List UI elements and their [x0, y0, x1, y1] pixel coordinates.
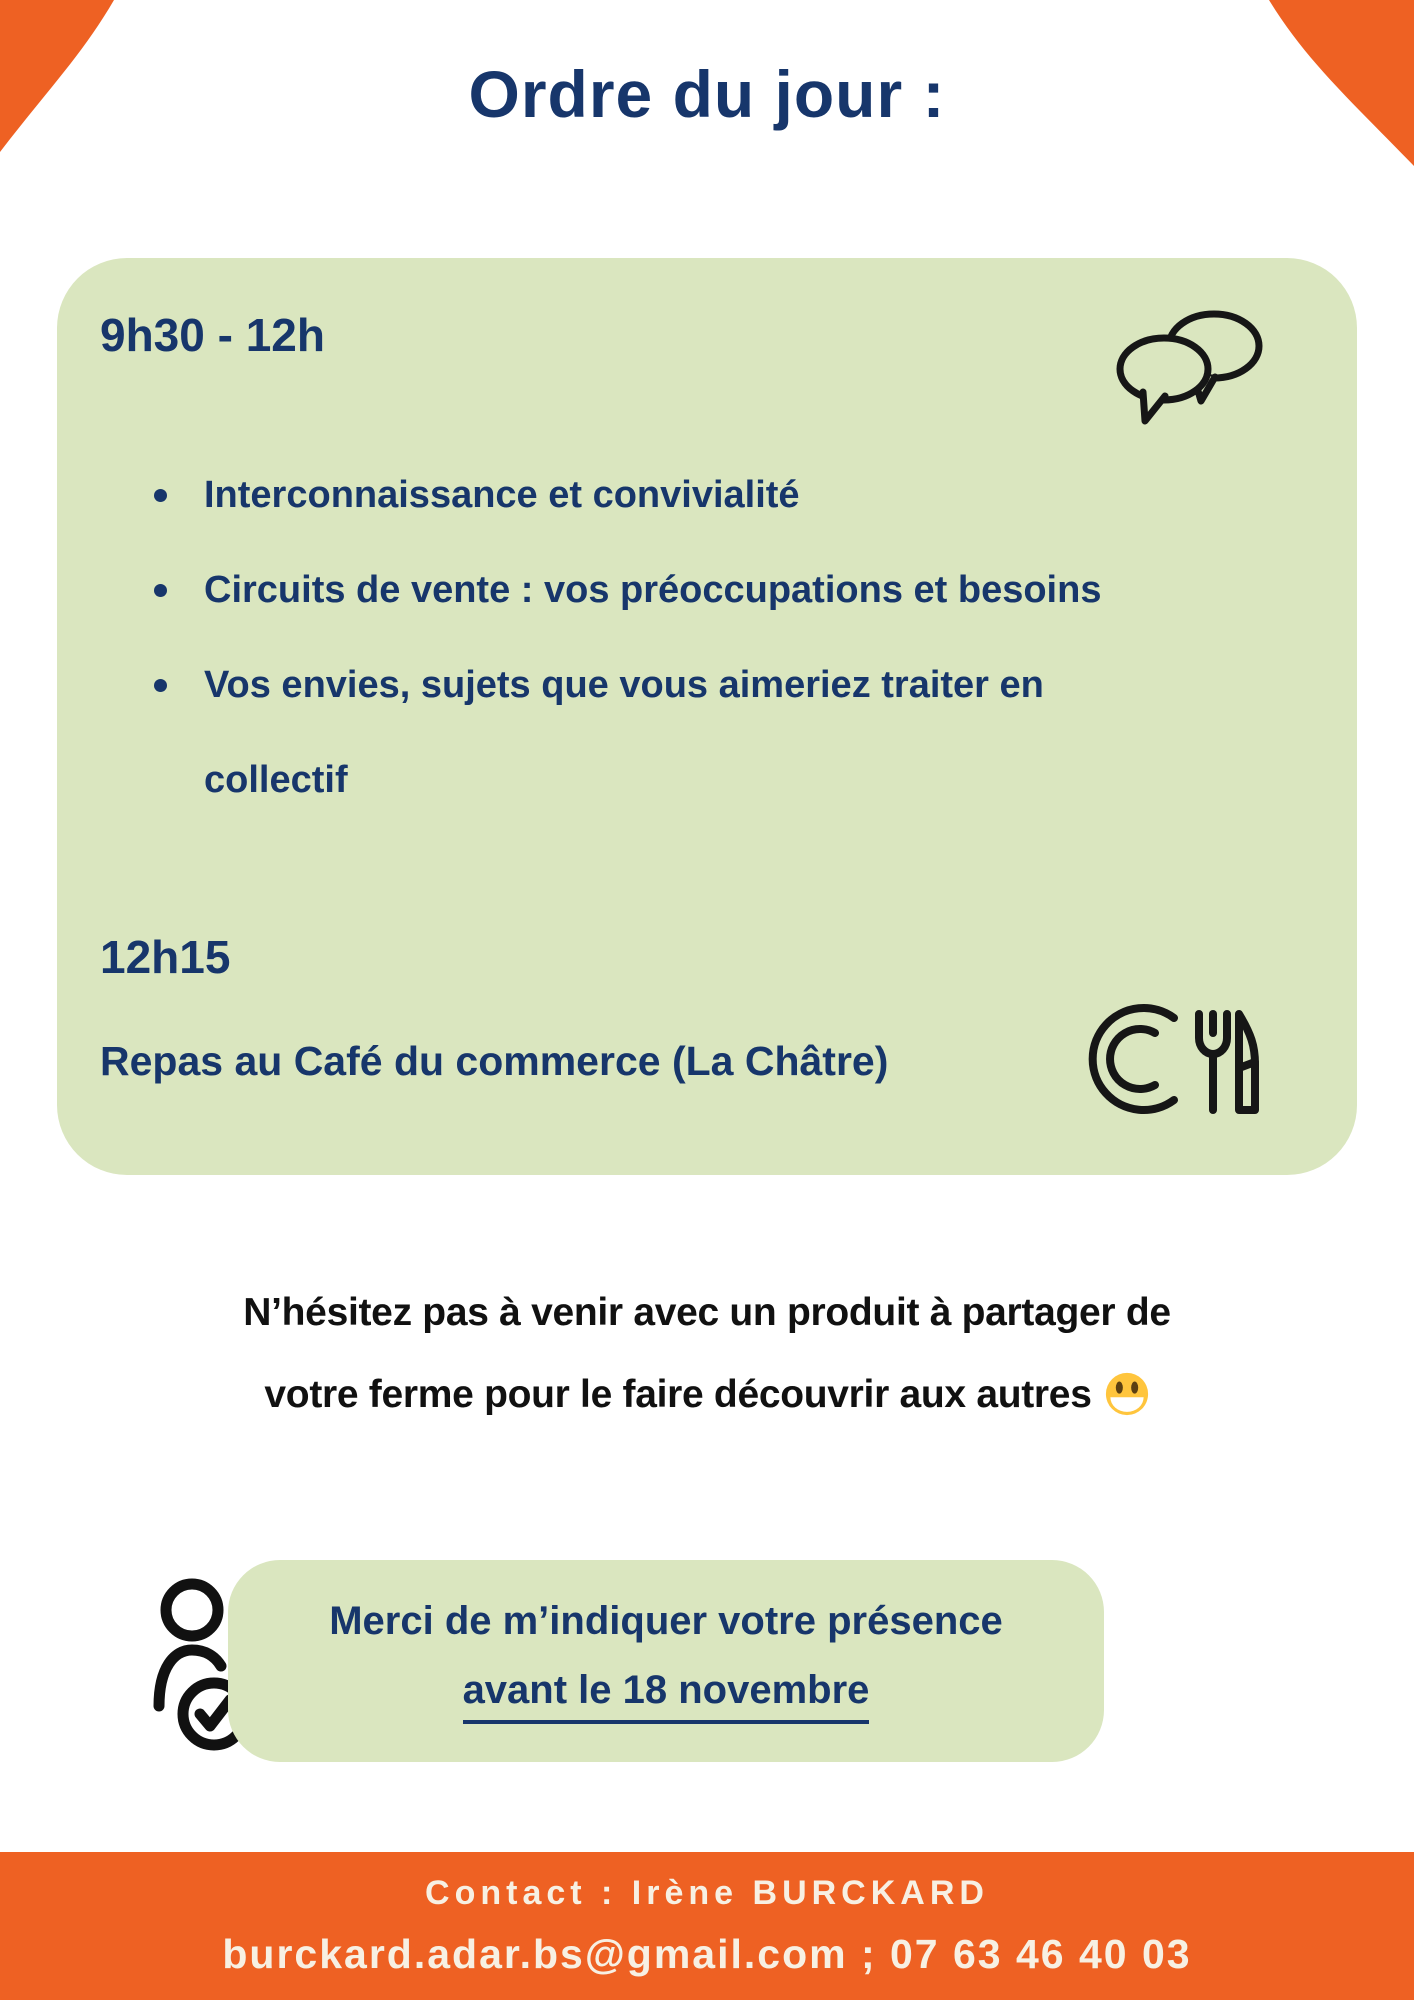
bullet-dot	[154, 584, 167, 597]
rsvp-line1: Merci de m’indiquer votre présence	[329, 1598, 1003, 1643]
note-line2-wrap	[0, 1354, 1414, 1436]
session1-time: 9h30 - 12h	[100, 309, 325, 361]
agenda-card	[57, 258, 1357, 1175]
grinning-face-emoji-icon	[1104, 1371, 1150, 1417]
session2-description: Repas au Café du commerce (La Châtre)	[100, 1038, 889, 1084]
rsvp-pill	[228, 1560, 1104, 1762]
note-line1: N’hésitez pas à venir avec un produit à partager de	[243, 1291, 1171, 1334]
plate-fork-knife-icon	[1085, 988, 1263, 1126]
topic-text: Interconnaissance et convivialité	[204, 474, 800, 516]
session2-time: 12h15	[100, 931, 231, 983]
topic-item	[152, 543, 1101, 638]
topic-text: Vos envies, sujets que vous aimeriez traiter en	[204, 664, 1044, 706]
topic-item	[152, 638, 1101, 828]
footer-contact-bar	[0, 1852, 1414, 2000]
topic-item	[152, 448, 1101, 543]
topic-text-continuation: collectif	[204, 759, 348, 801]
bullet-dot	[154, 679, 167, 692]
topic-text: Circuits de vente : vos préoccupations et besoins	[204, 569, 1102, 611]
bullet-dot	[154, 489, 167, 502]
speech-bubbles-icon	[1115, 302, 1267, 434]
session1-topic-list	[152, 448, 1101, 828]
rsvp-deadline: avant le 18 novembre	[463, 1668, 870, 1724]
note-text	[0, 1272, 1414, 1436]
note-line2: votre ferme pour le faire découvrir aux autres	[264, 1373, 1092, 1416]
page-title: Ordre du jour :	[468, 57, 946, 131]
contact-name: Contact : Irène BURCKARD	[425, 1874, 989, 1912]
contact-email-phone: burckard.adar.bs@gmail.com ; 07 63 46 40 03	[222, 1931, 1192, 1977]
